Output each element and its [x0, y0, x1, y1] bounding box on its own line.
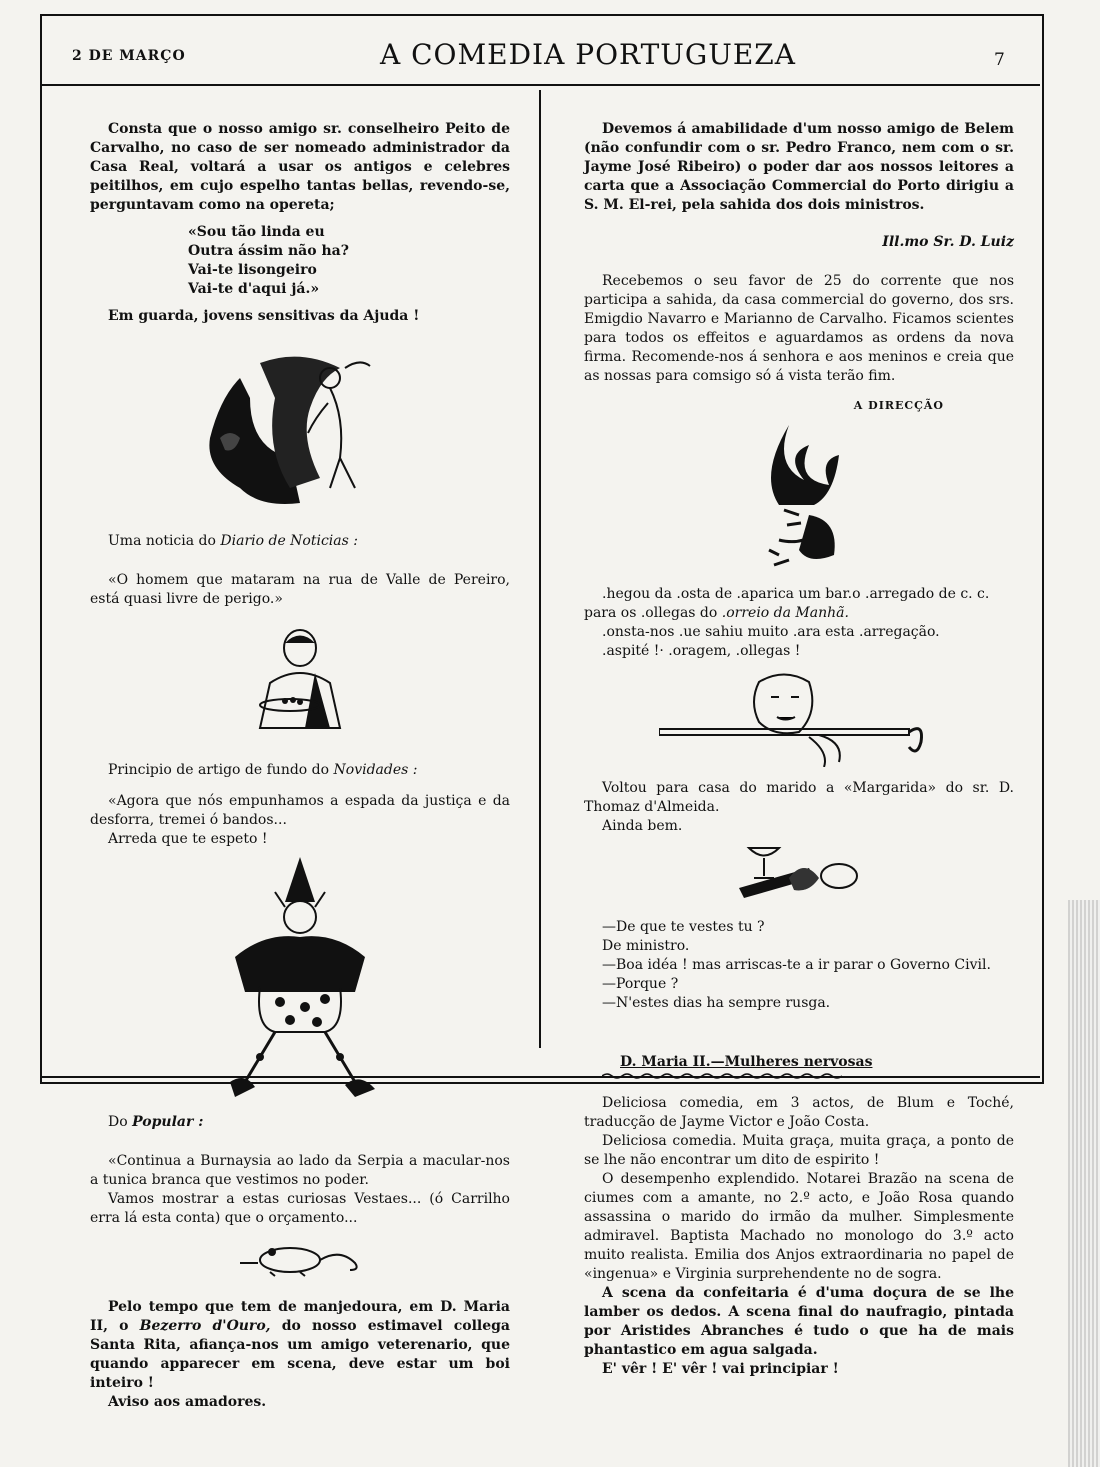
column-divider: [539, 90, 541, 1048]
dialogue-line: —N'estes dias ha sempre rusga.: [602, 995, 831, 1011]
head-on-cane-illustration: [659, 667, 939, 767]
header-rule: [40, 84, 1040, 86]
flame-head-illustration: [729, 425, 869, 575]
letter-body: Recebemos o seu favor de 25 do corrente que nos participa a sahida, da casa commercial do governo, dos srs. Emigdio Navarro e Marianno de Carvalho. Ficamos scientes para todos os effeitos e aguardamos as ordens da nova firma. Recomende-nos á senhora e aos meninos e creia que as nossas para comsigo só á vista terão fim.: [584, 273, 1014, 384]
paragraph-margarida: Voltou para casa do marido a «Margarida» do sr. D. Thomaz d'Almeida.: [584, 780, 1014, 815]
issue-date: 2 DE MARÇO: [72, 48, 186, 64]
paragraph-belem: Devemos á amabilidade d'um nosso amigo de Belem (não confundir com o sr. Pedro Franco, nem com o sr. Jayme José Ribeiro) o poder dar aos nossos leitores a carta que a Associação Commercial do Porto dirigiu a S. M. El-rei, pela sahida dos dois ministros.: [584, 121, 1014, 213]
dialogue-line: —Boa idéa ! mas arriscas-te a ir parar o Governo Civil.: [602, 957, 991, 973]
letter-salutation: Ill.mo Sr. D. Luiz: [882, 234, 1014, 250]
clown-illustration: [205, 857, 395, 1107]
mouse-illustration: [230, 1238, 370, 1278]
review-paragraph: Deliciosa comedia, em 3 actos, de Blum e Toché, traducção de Jayme Victor e João Costa.: [584, 1095, 1014, 1130]
paragraph-novidades: Principio de artigo de fundo do Novidades :: [108, 762, 418, 778]
review-paragraph: A scena da confeitaria é d'uma doçura de se lhe lamber os dedos. A scena final do naufragio, pintada por Aristides Abranches é tudo o que ha de mais phantastico em agua salgada.: [584, 1285, 1014, 1358]
page-number: 7: [994, 50, 1005, 70]
paragraph-diario: Uma noticia do Diario de Noticias :: [108, 533, 358, 549]
source-title: Diario de Noticias :: [220, 533, 358, 549]
paragraph-aviso: Aviso aos amadores.: [108, 1394, 267, 1410]
review-paragraph: O desempenho explendido. Notarei Brazão na scena de ciumes com a amante, no 2.º acto, e João Rosa quando assassina o marido do irmão da mulher. Simplesmente admiravel. Baptista Machado no monologo do 3.º acto muito realista. Emilia dos Anjos extraordinaria no papel de «ingenua» e Virginia surprehendente no de sogra.: [584, 1171, 1014, 1282]
coded-line: .onsta-nos .ue sahiu muito .ara esta .arregação.: [602, 624, 940, 640]
dialogue-line: —De que te vestes tu ?: [602, 919, 765, 935]
quote-popular-2: Vamos mostrar a estas curiosas Vestaes... (ó Carrilho erra lá esta conta) que o orçamento...: [90, 1191, 510, 1226]
quote-popular: «Continua a Burnaysia ao lado da Serpia a macular-nos a tunica branca que vestimos no poder.: [90, 1153, 510, 1188]
section-title: D. Maria II.—Mulheres nervosas: [620, 1054, 873, 1070]
caricature-illustration: [180, 338, 420, 518]
right-column: [584, 120, 1014, 1379]
review-paragraph: Deliciosa comedia. Muita graça, muita graça, a ponto de se lhe não encontrar um dito de espirito !: [584, 1133, 1014, 1168]
quote-novidades-2: Arreda que te espeto !: [108, 831, 268, 847]
quote-diario: «O homem que mataram na rua de Valle de Pereiro, está quasi livre de perigo.»: [90, 572, 510, 607]
wavy-underline: [602, 1072, 852, 1080]
letter-signature: A DIRECÇÃO: [853, 399, 944, 412]
source-title: Popular :: [132, 1114, 204, 1130]
quote-novidades: «Agora que nós empunhamos a espada da justiça e da desforra, tremei ó bandos...: [90, 793, 510, 828]
dialogue-line: De ministro.: [602, 938, 690, 954]
dialogue-line: —Porque ?: [602, 976, 679, 992]
paragraph-ajuda: Em guarda, jovens sensitivas da Ajuda !: [108, 308, 420, 324]
verse-line: Outra ássim não ha?: [188, 243, 349, 259]
verse-line: Vai-te d'aqui já.»: [188, 281, 320, 297]
masthead-title: A COMEDIA PORTUGUEZA: [380, 38, 796, 71]
coded-line: .aspité !· .oragem, .ollegas !: [602, 643, 801, 659]
coded-line: para os .ollegas do .orreio da Manhã.: [584, 605, 849, 621]
play-title: Bezerro d'Ouro,: [139, 1318, 271, 1334]
waiter-illustration: [230, 623, 370, 743]
paragraph-popular: Do Popular :: [108, 1114, 204, 1130]
review-closing: E' vêr ! E' vêr ! vai principiar !: [602, 1361, 839, 1377]
verse-line: «Sou tão linda eu: [188, 224, 325, 240]
left-column: [90, 120, 510, 1412]
scan-edge: [1068, 900, 1100, 1467]
paragraph-ainda-bem: Ainda bem.: [602, 818, 683, 834]
source-title: Novidades :: [333, 762, 418, 778]
coded-line: .hegou da .osta de .aparica um bar.o .arregado de c. c.: [602, 586, 990, 602]
still-life-illustration: [719, 838, 879, 908]
paragraph-peito: Consta que o nosso amigo sr. conselheiro Peito de Carvalho, no caso de ser nomeado administrador da Casa Real, voltará a usar os antigos e celebres peitilhos, em cujo espelho tantas bellas, revendo-se, perguntavam como na opereta;: [90, 121, 510, 213]
paragraph-bezerro: Pelo tempo que tem de manjedoura, em D. Maria II, o Bezerro d'Ouro, do nosso estimavel collega Santa Rita, afiança-nos um amigo veterenario, que quando apparecer em scena, deve estar um boi inteiro !: [90, 1299, 511, 1391]
section-header: [584, 1053, 1014, 1072]
verse-line: Vai-te lisongeiro: [188, 262, 317, 278]
